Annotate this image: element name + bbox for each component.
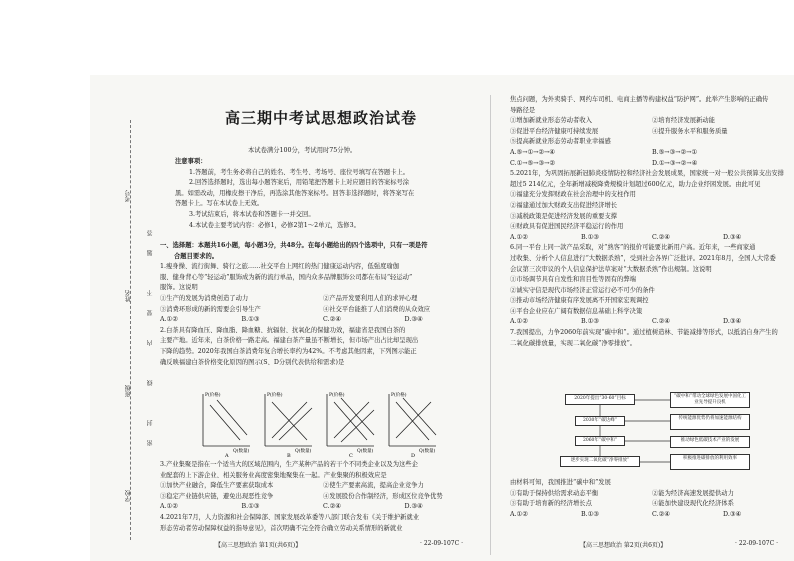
- answer-choice: D.③④: [723, 318, 742, 326]
- seal-word: 要: [147, 310, 154, 316]
- flow-outcome: 推动绿色低碳技术产业的发展: [670, 436, 750, 448]
- binding-dashed-line: [130, 120, 131, 540]
- answer-choice: A.①②: [160, 316, 178, 324]
- answer-choice: D.③④: [723, 510, 742, 518]
- left-column: [160, 241, 486, 368]
- y-axis-label: P(价格): [329, 393, 345, 398]
- option: ③促进平台经济健康可持续发展: [510, 127, 599, 135]
- x-axis-label: Q(数量): [295, 449, 312, 454]
- question-text: 服、健身背心等“轻运动”服饰成为新的流行单品，国内众多品牌服饰公司都在布局“轻运动”: [160, 273, 413, 281]
- diagram-d: [389, 391, 436, 458]
- answer-choice: C.②④: [652, 510, 670, 518]
- option: ②福建通过加大财政支出促进经济增长: [510, 201, 618, 209]
- kaohao-label: 考号: [125, 190, 132, 202]
- answer-choice: B.①③: [581, 510, 599, 518]
- answer-row: [510, 148, 794, 159]
- answer-choice: B.①③: [581, 233, 599, 241]
- flow-arrows: [560, 392, 750, 472]
- diagram-letter: C: [349, 453, 353, 458]
- option: ①加快产业融合，降低生产要素获取成本: [160, 482, 274, 490]
- question-text: 确反映福建白茶价格变化原因的图示(S、D分别代表供给和需求)是: [160, 358, 345, 366]
- diagram-letter: A: [225, 453, 229, 458]
- answer-row: [510, 233, 794, 244]
- column-divider: [490, 95, 491, 555]
- answer-row: [160, 315, 486, 326]
- flow-outcome: “碳中和”带动全球绿色发展中国化工业先导提升良机: [670, 392, 750, 408]
- question-text: 导路径是: [510, 106, 536, 114]
- section-heading: 合题目要求的。: [174, 252, 219, 260]
- option-row: [510, 489, 794, 500]
- question-text: 由材料可知，我国推进“碳中和”发展: [510, 479, 611, 486]
- left-column-lower: [160, 460, 486, 534]
- xuexiao-label: 学校: [125, 490, 132, 502]
- flow-step: 逐步实现二氧化碳“净零排放”: [560, 456, 640, 467]
- option-row: [510, 116, 794, 127]
- option: ②使生产要素高流，提高企业竞争力: [323, 482, 424, 490]
- option-row: [510, 499, 794, 510]
- option-row: [160, 481, 486, 492]
- seal-word: 不: [147, 290, 154, 296]
- page-code: · 22-09-107C ·: [735, 540, 778, 547]
- answer-choice: A.①②: [160, 503, 178, 511]
- option: ③有助于培育新的经济增长点: [510, 500, 592, 508]
- option: ①市场调节具有自发性和盲目性等固有的弊端: [510, 276, 636, 284]
- seal-word: 线: [147, 380, 154, 386]
- answer-choice: D.③④: [723, 233, 742, 241]
- option: ②诚实守信是现代市场经济正常运行必不可少的条件: [510, 286, 655, 294]
- flow-step: 2060年“碳中和”: [575, 436, 625, 446]
- notice-heading: 注意事项：: [175, 158, 207, 165]
- banji-label: 班级: [125, 385, 132, 397]
- option: ①福建充分发挥财政在社会治理中的支柱作用: [510, 191, 636, 199]
- x-axis-label: Q(数量): [233, 449, 250, 454]
- option-row: [510, 127, 794, 138]
- xingming-label: 姓名: [125, 290, 132, 302]
- question-text: 会议第三次审议的个人信息保护法草案对“大数据杀熟”作出规制。这说明: [510, 265, 712, 273]
- option: ④发展股份合作制经济，形成区位竞争优势: [323, 492, 443, 500]
- notice-line: 1.答题前，考生务必将自己的姓名、考生号、考场号、座位号填写在答题卡上。: [189, 168, 410, 176]
- answer-choice: B.①③: [581, 318, 599, 326]
- question-text: 二氧化碳排放量，实现二氧化碳“净零排放”。: [510, 339, 637, 347]
- option: ④社交平台能推了人们消费的从众效应: [323, 305, 431, 313]
- answer-choice: A.⑤→①→②→④: [510, 148, 555, 156]
- answer-choice: C.②④: [652, 318, 670, 326]
- notice-line: 4.本试卷主要考试内容：必修1，必修2第1～2单元，选修3。: [189, 221, 360, 229]
- option: ③稳定产业链供应链，避免出现恶性竞争: [160, 492, 274, 500]
- question-text: 下降的趋势。2020年我国白茶消费年复合增长率约为42%。不考虑其他因素，下列图示能正: [160, 347, 417, 355]
- answer-choice: B.①③: [241, 316, 260, 324]
- question-text: 6.同一平台上同一款产品采取，对“熟客”的报价可能要比新用户高。近年来，一些商家通: [510, 244, 756, 252]
- answer-choice: A.①②: [510, 318, 528, 326]
- answer-choice: C.②④: [323, 503, 341, 511]
- answer-choice: B.⑤→③→②→①: [652, 148, 698, 156]
- question-text: 业配套的上下游企业、相关服务业高度密集地聚集在一起。产业集聚的积极效应是: [160, 471, 387, 479]
- option: ①有助于保持供给需求动态平衡: [510, 489, 599, 497]
- y-axis-label: P(价格): [391, 393, 407, 398]
- answer-choice: C.①→⑤→③→②: [510, 159, 556, 167]
- seal-word: 封: [147, 420, 154, 426]
- option: ②培育经济发展新动能: [652, 117, 715, 125]
- notice-line: 黑。如需改动，用橡皮擦干净后，再选涂其他答案标号。回答非选择题时，将答案写在: [175, 189, 415, 197]
- answer-choice: A.①②: [510, 233, 528, 241]
- question-text: 超过5 214亿元，全年新增减税降费规模计划超过600亿元，助力企业纾困发展。由此可见: [510, 180, 761, 188]
- seal-word: 内: [147, 340, 154, 346]
- answer-choice: A.①②: [510, 510, 528, 518]
- question-text: 过收集、分析个人信息进行“大数据杀熟”，受到社会各界广泛批评。2021年8月，全国人大常委: [510, 254, 776, 262]
- question-text: 7.我国提出，力争2060年前实现“碳中和”。通过植树造林、节能减排等形式，以抵消自身产生的: [510, 329, 778, 337]
- question-text: 5.2021年，为巩固拓展新冠肺炎疫情防控和经济社会发展成果，国家统一对一般公共预算支出安排: [510, 170, 784, 178]
- page-footer: 【高三思想政治 第1页(共6页)】: [215, 542, 302, 549]
- option: ③消费环形成的新的需要会引导生产: [160, 305, 261, 313]
- option: ④平台企业应在广阔有数据信息基础上科学决策: [510, 307, 643, 315]
- option: ②产品开发要利用人们的求异心理: [323, 294, 418, 302]
- option: ④能加快建设现代化经济体系: [652, 500, 734, 508]
- option: ④财政具有促进国民经济平稳运行的作用: [510, 223, 624, 231]
- right-column-lower: [510, 478, 794, 520]
- answer-row: [510, 510, 794, 521]
- carbon-flowchart: [560, 392, 750, 472]
- seal-word: 答: [147, 230, 154, 236]
- diagram-c: [327, 391, 374, 458]
- answer-choice: C.②④: [652, 233, 670, 241]
- question-text: 3.产业集聚是指在一个适当大的区域范围内，生产某种产品的若干个不同类企业以及为这些企: [160, 461, 418, 468]
- option: ①生产的发展为消费创造了动力: [160, 294, 249, 302]
- question-text: 4.2021年7月，人力资源和社会保障部、国家发展改革委等八部门联合发布《关于维护新就业: [160, 513, 420, 521]
- flow-outcome: 积极推进碳排放的利用效率: [670, 454, 750, 470]
- question-text: 2.白茶具有降血压、降血脂、降血糖、抗辐射、抗氧化的保健功效，福建省是我国白茶的: [160, 326, 406, 334]
- right-column: [510, 95, 794, 349]
- diagram-letter: B: [287, 453, 291, 458]
- answer-choice: B.①③: [241, 503, 260, 511]
- notice-line: 3.考试结束后，将本试卷和答题卡一并交回。: [189, 210, 315, 218]
- answer-row: [160, 502, 486, 513]
- answer-choice: D.③④: [404, 503, 423, 511]
- page-code: · 22-09-107C ·: [420, 540, 463, 547]
- answer-choice: D.③④: [404, 316, 423, 324]
- question-text: 服饰。这说明: [160, 284, 198, 292]
- option: ⑤提高新就业形态劳动者职业幸福感: [510, 138, 611, 146]
- answer-choice: D.①→③→②→④: [652, 159, 698, 167]
- section-heading: 一、选择题：本题共16小题，每小题3分，共48分。在每小题给出的四个选项中，只有一项是符: [160, 242, 428, 249]
- page-footer: 【高三思想政治 第2页(共6页)】: [580, 542, 667, 549]
- answer-row: [510, 317, 794, 328]
- exam-title: 高三期中考试思想政治试卷: [225, 109, 418, 127]
- option: ④提升服务水平和服务质量: [652, 127, 728, 135]
- exam-info: 本试卷满分100分，考试用时75分钟。: [248, 147, 357, 154]
- option: ③推动市场经济健康有序发展离不开国家宏观调控: [510, 297, 649, 305]
- binding-margin: [0, 0, 90, 561]
- option: ③减税政策是促进经济发展的重要支撑: [510, 212, 618, 220]
- supply-demand-diagrams: [195, 390, 445, 458]
- flow-step: 2020年提出“30·60”目标: [565, 394, 635, 405]
- diagram-letter: D: [411, 453, 416, 458]
- flow-outcome: 传统能源优势仍将加速能源结构: [670, 414, 750, 430]
- seal-word: 题: [147, 250, 154, 256]
- question-text: 主要产地。近年来，白茶价格一路走高。福建白茶产量虽不断增长，但市场产出占比却呈现出: [160, 337, 419, 345]
- y-axis-label: P(价格): [267, 393, 283, 398]
- flow-step: 2030年“碳达峰”: [575, 416, 625, 426]
- option-row: [160, 294, 486, 305]
- question-text: 形态劳动者劳动保障权益的指导意见》，首次明确不完全符合确立劳动关系情形的新就业: [160, 524, 403, 532]
- notice-line: 2.回答选择题时，选出每小题答案后，用铅笔把答题卡上对应题目的答案标号涂: [189, 179, 410, 187]
- option-row: [160, 492, 486, 503]
- diagram-a: [203, 391, 250, 458]
- notice-block: [175, 157, 485, 231]
- y-axis-label: P(价格): [205, 393, 221, 398]
- question-text: 1.瘦身操、流行街舞、骑行之旅……社交平台上网红的热门健康运动内容，低强度瑜伽: [160, 263, 399, 271]
- notice-line: 答题卡上。写在本试卷上无效。: [175, 200, 264, 208]
- diagram-b: [265, 391, 312, 458]
- option: ②能为经济高速发展提供动力: [652, 489, 734, 497]
- x-axis-label: Q(数量): [357, 449, 374, 454]
- option: ①增加新就业形态劳动者收入: [510, 117, 592, 125]
- answer-choice: C.②④: [323, 316, 341, 324]
- seal-word: 密: [147, 440, 154, 446]
- x-axis-label: Q(数量): [419, 449, 436, 454]
- answer-row: [510, 159, 794, 170]
- option-row: [160, 305, 486, 316]
- question-text: 焦点问题，为外卖骑手、网约车司机、电商主播等构建权益“防护网”。此举产生影响的正确传: [510, 96, 769, 103]
